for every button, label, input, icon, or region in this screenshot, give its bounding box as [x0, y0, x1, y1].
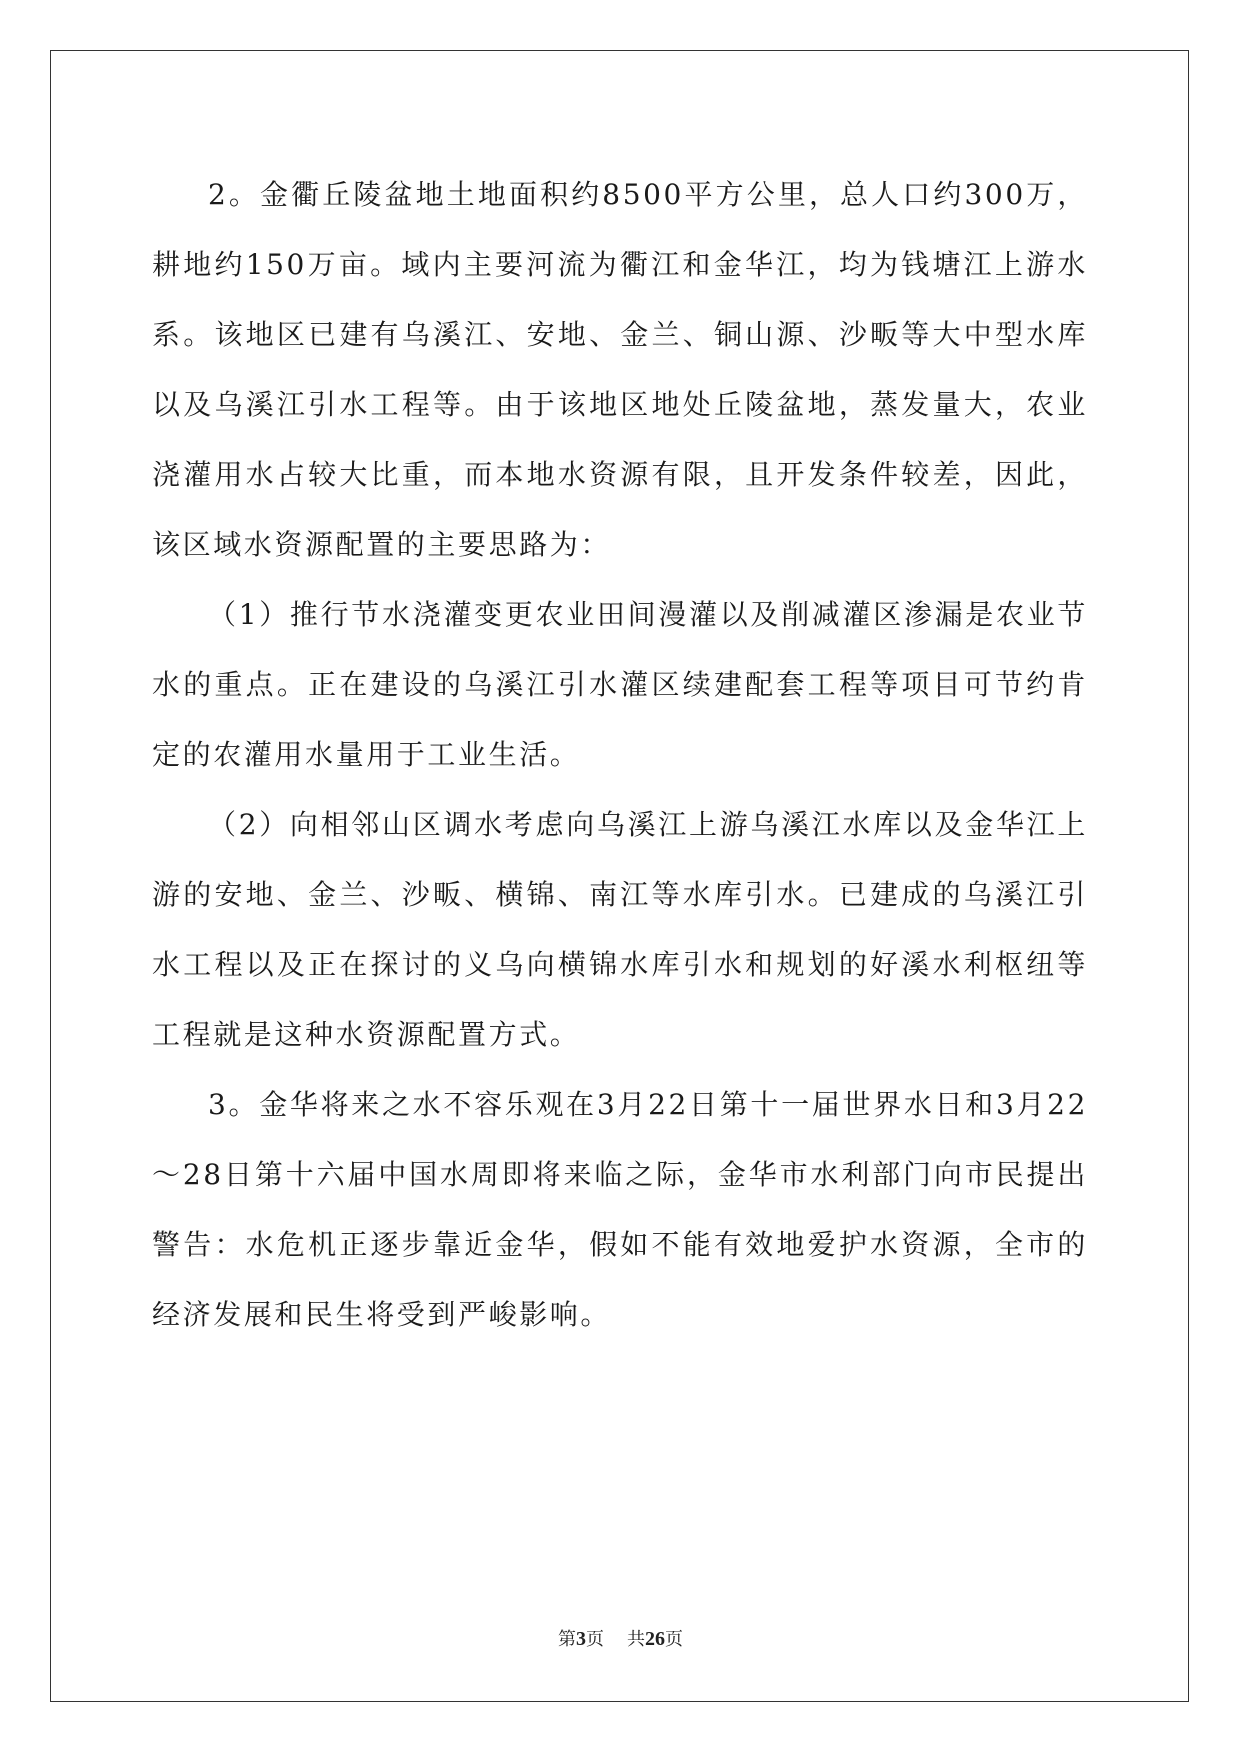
paragraph-2: （1）推行节水浇灌变更农业田间漫灌以及削减灌区渗漏是农业节水的重点。正在建设的乌溪江引水灌区续建配套工程等项目可节约肯定的农灌用水量用于工业生活。 [152, 598, 1088, 771]
total-suffix: 页 [664, 1629, 683, 1650]
page-number: 3 [576, 1628, 587, 1650]
paragraph-1: 2。金衢丘陵盆地土地面积约8500平方公里，总人口约300万，耕地约150万亩。域内主要河流为衢江和金华江，均为钱塘江上游水系。该地区已建有乌溪江、安地、金兰、铜山源、沙畈等大中型水库以及乌溪江引水工程等。由于该地区地处丘陵盆地，蒸发量大，农业浇灌用水占较大比重，而本地水资源有限，且开发条件较差，因此，该区域水资源配置的主要思路为： [152, 178, 1088, 561]
page-suffix: 页 [586, 1629, 605, 1650]
total-pages: 26 [644, 1628, 665, 1650]
paragraph-3: （2）向相邻山区调水考虑向乌溪江上游乌溪江水库以及金华江上游的安地、金兰、沙畈、横锦、南江等水库引水。已建成的乌溪江引水工程以及正在探讨的义乌向横锦水库引水和规划的好溪水利枢纽等工程就是这种水资源配置方式。 [152, 808, 1088, 1051]
page-footer [0, 1625, 1241, 1651]
page-prefix: 第 [558, 1629, 577, 1650]
paragraph-4: 3。金华将来之水不容乐观在3月22日第十一届世界水日和3月22～28日第十六届中国水周即将来临之际，金华市水利部门向市民提出警告：水危机正逐步靠近金华，假如不能有效地爱护水资源，全市的经济发展和民生将受到严峻影响。 [152, 1088, 1088, 1331]
document-body [152, 160, 1088, 1350]
total-prefix: 共 [626, 1629, 645, 1650]
